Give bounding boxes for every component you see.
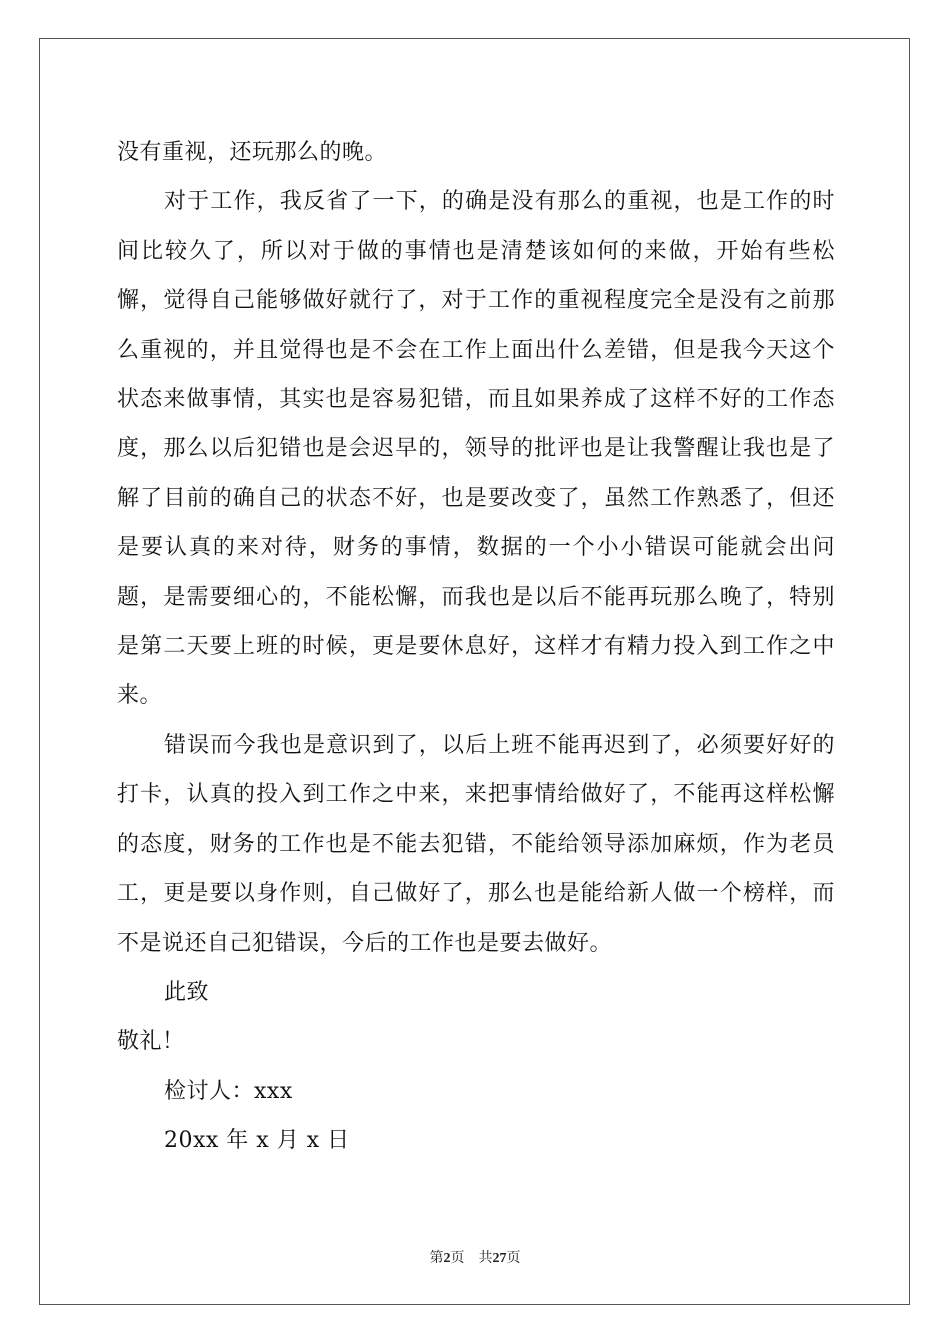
document-body bbox=[117, 128, 835, 1166]
closing-phrase: 此致 bbox=[164, 979, 210, 1005]
total-pages: 27 bbox=[492, 1251, 507, 1266]
page-suffix: 页 bbox=[450, 1251, 465, 1266]
paragraph-3: 错误而今我也是意识到了，以后上班不能再迟到了，必须要好好的打卡，认真的投入到工作之中来，来把事情给做好了，不能再这样松懈的态度，财务的工作也是不能去犯错，不能给领导添加麻烦，作为老员工，更是要以身作则，自己做好了，那么也是能给新人做一个榜样，而不是说还自己犯错误，今后的工作也是要去做好。 bbox=[117, 732, 835, 956]
total-suffix: 页 bbox=[506, 1251, 521, 1266]
signer: 检讨人：xxx bbox=[164, 1078, 293, 1104]
paragraph-2: 对于工作，我反省了一下，的确是没有那么的重视，也是工作的时间比较久了，所以对于做的事情也是清楚该如何的来做，开始有些松懈，觉得自己能够做好就行了，对于工作的重视程度完全是没有之前那么重视的，并且觉得也是不会在工作上面出什么差错，但是我今天这个状态来做事情，其实也是容易犯错，而且如果养成了这样不好的工作态度，那么以后犯错也是会迟早的，领导的批评也是让我警醒让我也是了解了目前的确自己的状态不好，也是要改变了，虽然工作熟悉了，但还是要认真的来对待，财务的事情，数据的一个小小错误可能就会出问题，是需要细心的，不能松懈，而我也是以后不能再玩那么晚了，特别是第二天要上班的时候，更是要休息好，这样才有精力投入到工作之中来。 bbox=[117, 189, 835, 709]
page-footer bbox=[0, 1247, 950, 1267]
signature-date: 20xx 年 x 月 x 日 bbox=[164, 1128, 350, 1154]
total-prefix: 共 bbox=[478, 1251, 493, 1266]
paragraph-1: 没有重视，还玩那么的晚。 bbox=[117, 140, 388, 165]
page-prefix: 第 bbox=[429, 1251, 444, 1266]
page-number: 2 bbox=[443, 1251, 451, 1266]
salute: 敬礼！ bbox=[117, 1029, 185, 1055]
